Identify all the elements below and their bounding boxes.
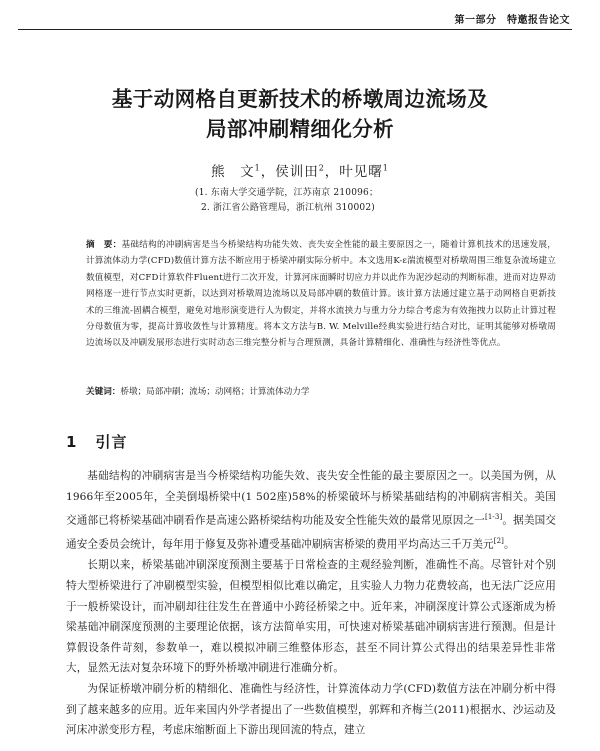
paragraph-1-text-a: 基础结构的冲刷病害是当今桥梁结构功能失效、丧失安全性能的最主要原因之一。以美国为例，从1966年至2005年，全美倒塌桥梁中(1 502座)58%的桥梁破坏与桥梁基础结构的冲刷病害相关。美国交通部已将桥梁基础冲刷看作是高速公路桥梁结构功能及安全性能失效的最常见原因之一 <box>66 470 556 527</box>
paragraph-2: 长期以来，桥梁基础冲刷深度预测主要基于日常检查的主观经验判断，准确性不高。尽管针对个别特大型桥梁进行了冲刷模型实验，但模型相似比难以确定，且实验人力物力花费较高，也无法广泛应用于一般桥梁设计，而冲刷却往往发生在普通中小跨径桥梁之中。近年来，冲刷深度计算公式逐渐成为桥梁基础冲刷深度预测的主要理论依据，该方法简单实用，可快速对桥梁基础冲刷病害进行预测。但是计算假设条件苛刻，参数单一，难以模拟冲刷三维整体形态，甚至不同计算公式得出的结果差异性非常大，显然无法对复杂环境下的野外桥墩冲刷进行准确分析。 <box>66 559 556 675</box>
keywords-label: 关键词： <box>86 387 121 397</box>
citation: [2] <box>493 537 504 546</box>
author-3: 叶见曙 <box>339 164 383 180</box>
author-separator: ， <box>324 164 340 180</box>
author-1-affil: 1 <box>254 163 261 173</box>
author-3-affil: 1 <box>382 163 389 173</box>
body-text <box>66 466 556 741</box>
author-separator: ， <box>260 164 276 180</box>
header-rule <box>18 29 572 30</box>
keywords <box>86 384 556 400</box>
section-number: 1 <box>66 433 78 451</box>
author-list <box>0 160 600 180</box>
citation: [1-3] <box>485 513 503 522</box>
paragraph-3: 为保证桥墩冲刷分析的精细化、准确性与经济性，计算流体动力学(CFD)数值方法在冲刷分析中得到了越来越多的应用。近年来国内外学者提出了一些数值模型，郭辉和齐梅兰(2011)根据水、沙运动及河床冲淤变形方程，考虑床缩断面上下游出现回流的特点，建立 <box>66 683 556 737</box>
author-2-affil: 2 <box>318 163 325 173</box>
abstract-label: 摘 要： <box>86 240 122 250</box>
abstract-text: 基础结构的冲刷病害是当今桥梁结构功能失效、丧失安全性能的最主要原因之一，随着计算机技术的迅速发展，计算流体动力学(CFD)数值计算方法不断应用于桥梁冲刷实际分析中。本文选用K-ε湍流模型对桥墩周围三维复杂流场建立数值模型，对CFD计算软件Fluent进行二次开发，计算河床面瞬时切应力并以此作为泥沙起动的判断标准，进而对边界动网格逐一进行节点实时更新，以达到对桥墩周边流场以及局部冲刷的数值计算。该计算方法通过建立基于动网格自更新技术的三维流-固耦合模型，避免对地形演变进行人为假定，并将水流挟力与重力分力综合考虑为有效拖拽力以防止计算过程分母数值为零，提高计算收敛性与计算精度。将本文方法与B. W. Melville经典实验进行结合对比，证明其能够对桥墩周边流场以及冲刷发展形态进行实时动态三维完整分析与合理预测，具备计算精细化、准确性与经济性等优点。 <box>86 240 556 349</box>
keywords-text: 桥墩；局部冲刷；流场；动网格；计算流体动力学 <box>120 387 310 397</box>
abstract <box>86 237 556 352</box>
affiliation-1: (1. 东南大学交通学院，江苏南京 210096； <box>195 188 379 198</box>
author-2: 侯训田 <box>275 164 319 180</box>
paragraph-1-text-c: 。 <box>503 538 515 551</box>
paper-title <box>40 84 560 144</box>
affiliation-2: 2. 浙江省公路管理局，浙江杭州 310002) <box>201 203 375 213</box>
running-header: 第一部分 特邀报告论文 <box>454 15 570 26</box>
title-line-1: 基于动网格自更新技术的桥墩周边流场及 <box>111 87 489 111</box>
paragraph-1 <box>66 466 556 555</box>
section-title: 引言 <box>95 433 128 451</box>
author-1: 熊 文 <box>211 164 255 180</box>
title-line-2: 局部冲刷精细化分析 <box>205 117 395 141</box>
section-heading <box>66 431 127 452</box>
paragraph-1-text-b: 。据美国交通安全委员会统计，每年用于修复及弥补遭受基础冲刷病害桥梁的费用平均高达三千万美元 <box>66 514 557 551</box>
affiliations <box>195 186 378 216</box>
